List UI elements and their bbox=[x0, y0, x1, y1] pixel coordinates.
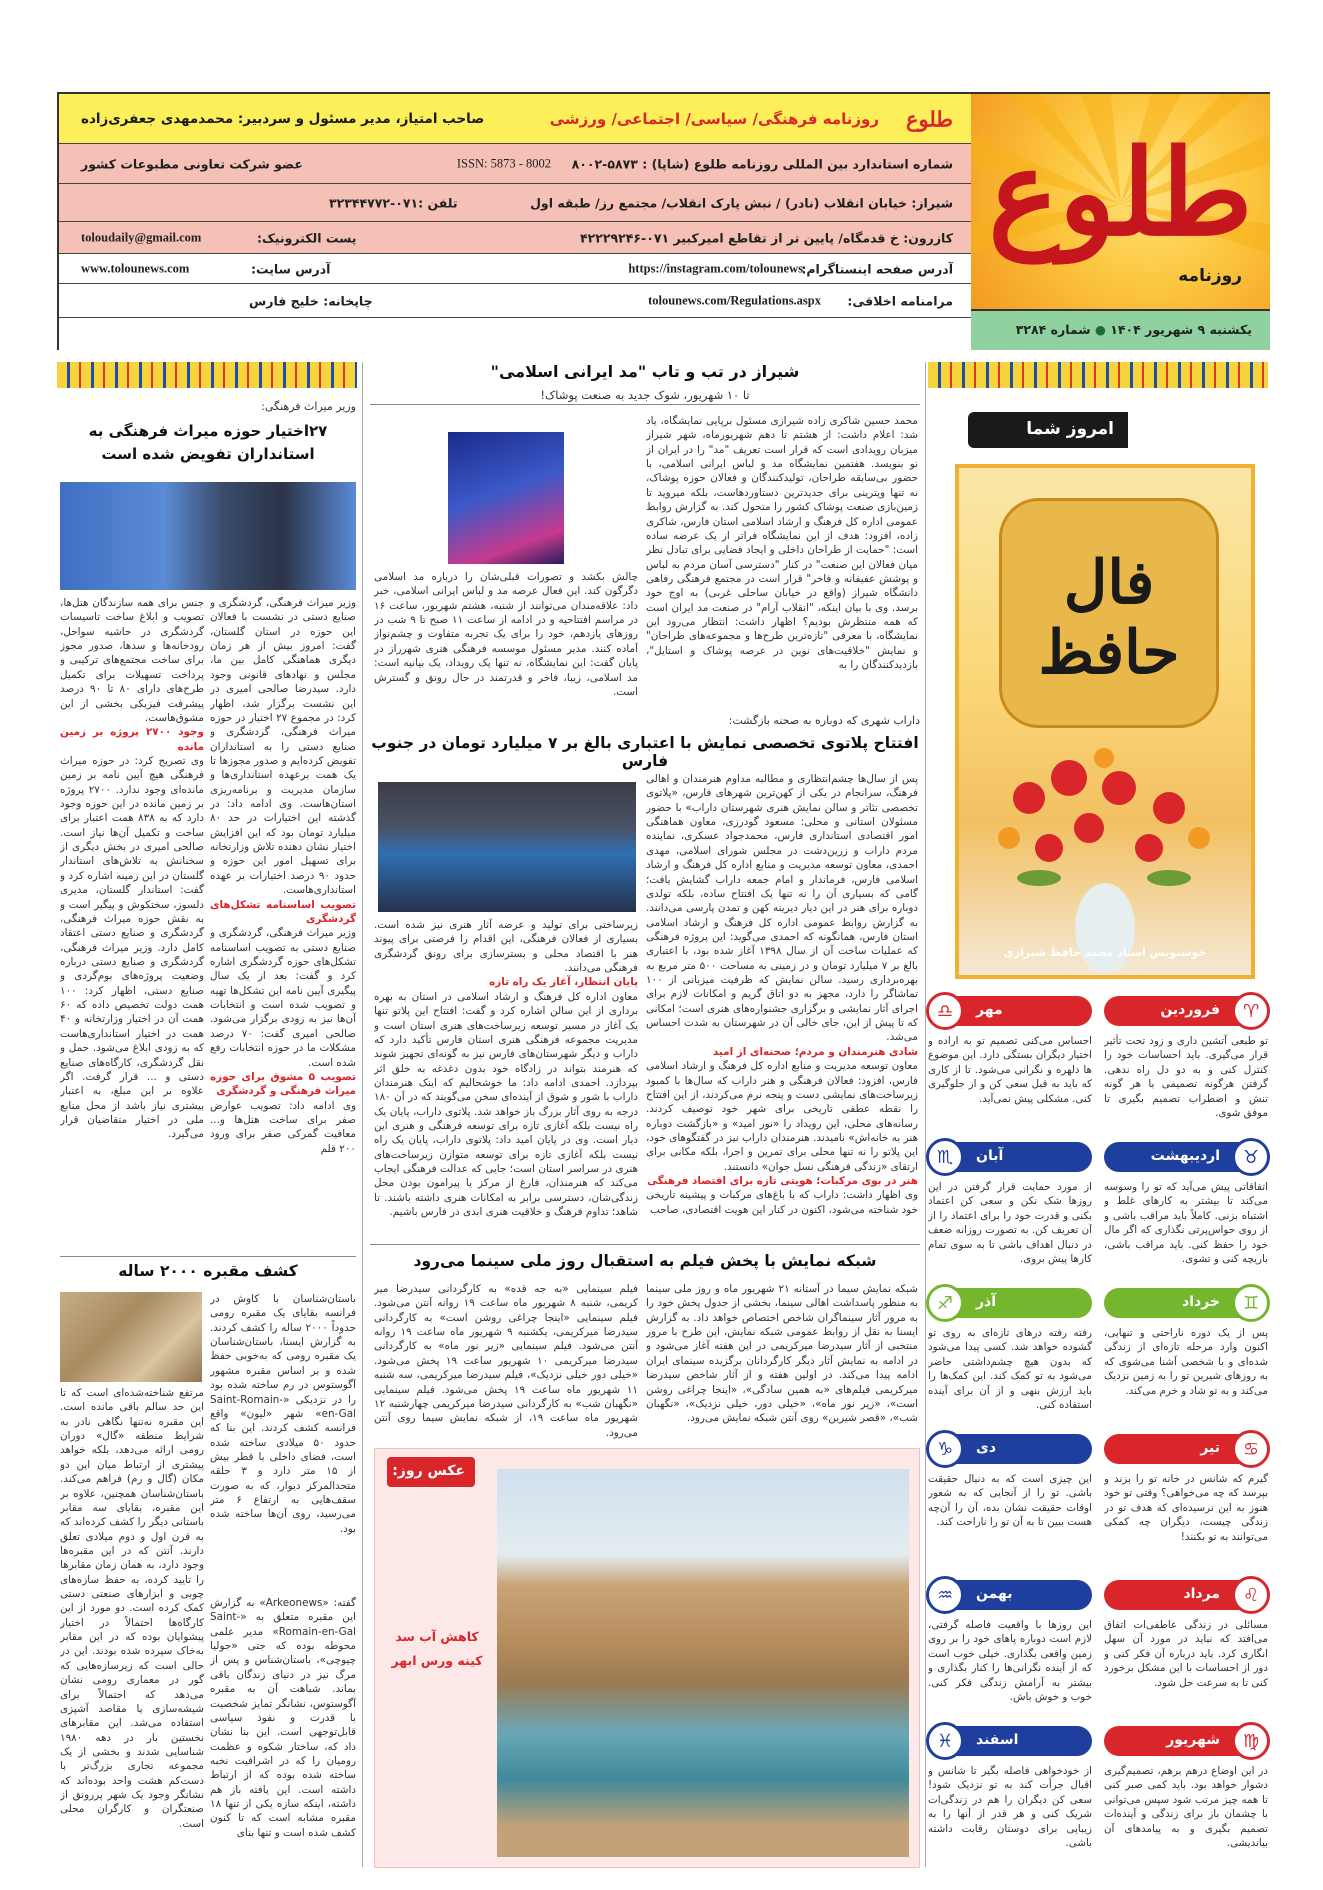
horoscope-item bbox=[928, 1430, 1092, 1570]
heritage-text-b: وزیر میراث فرهنگی، گردشگری و صنایع دستی به تصویب اساسنامه تشکل‌های حوزه گردشگری اشاره کرد و گفت: بعد از یک سال پیگیری آیین نامه این تشکل‌ها تهیه و تصویب شده است و انتخابات آن‌ها نیز به زودی برگزار می‌شود. صالحی امیری گفت: ۷۰ درصد مشکلات ما در حوزه انتخابات رفع شده است. bbox=[210, 927, 356, 1069]
fashion-poster-image bbox=[448, 432, 564, 564]
ornament-band-right bbox=[928, 362, 1268, 388]
flowers-vase-icon bbox=[959, 738, 1251, 978]
daraab-kicker: داراب شهری که دوباره به صحنه بازگشت: bbox=[728, 714, 920, 727]
fashion-body-b: چالش بکشد و تصورات قبلی‌شان را درباره مد اسلامی دگرگون کند. این فعال عرصه مد و لباس ایرانی اسلامی، خبر داد: علاقه‌مندان می‌توانند از شنبه، هشتم شهریور، ساعت ۱۶ در مراسم افتتاحیه و در ادامه از ساعت ۱۱ صبح تا ۹ شب در روزهای یازدهم، خود را برای یک تجربه متفاوت و چشم‌نواز آماده کنند. مدیر مسئول موسسه فرهنگی هنری شهرراز در پایان گفت: این نمایشگاه، نه تنها یک رویداد، یک بیانیه است: مد اسلامی، زیبا، فاخر و قدرتمند در حال رونق و گسترش است. bbox=[374, 571, 638, 698]
site-label: آدرس سایت: bbox=[251, 261, 331, 276]
water-bearer-icon: ♒ bbox=[926, 1576, 964, 1614]
horoscope-item bbox=[1104, 1576, 1268, 1716]
cinema-body-b: فیلم سینمایی «به جه قده» به کارگردانی سیدرضا میر کریمی، شنبه ۸ شهریور ماه ساعت ۱۹ روانه آنتن می‌شود. فیلم سینمایی «اینجا چراغی روشن است» به کارگردانی سیدرضا میرکریمی، یکشنبه ۹ شهریور ماه ساعت ۱۹ روانه آنتن می‌شود. فیلم سینمایی «زیر نور ماه» به کارگردانی سیدرضا میرکریمی ۱۰ شهریور ساعت ۱۹ پخش می‌شود. «خیلی دور خیلی نزدیک»، فیلم سیدرضا میرکریمی، سه شنبه ۱۱ شهریور ماه ساعت ۱۹ پخش می‌شود. فیلم سینمایی «نگهبان شب» به کارگردانی سیدرضا میرکریمی چهارشنبه ۱۲ شهریور ماه ساعت ۱۹، از شبکه نمایش سیما روی آنتن می‌رود. bbox=[374, 1283, 638, 1439]
tomb-body-b: مرتفع شناخته‌شده‌ای است که تا این حد سالم باقی مانده است. این مقبره نه‌تنها نگاهی نادر به شرایط منطقه «گال» دوران رومی ارائه می‌دهد، بلکه خواهد پیشتری از ارتباط میان این دو مکان (گال و رم) فراهم می‌کند. باستان‌شناسان همچنین، علاوه بر این مقبره، بقایای سه مقابر باستانی دیگر را کشف کرده‌اند که به قرن اول و دوم میلادی تعلق دارند. آنتن که در این مقبره‌ها وجود دارد، به همان زمان مقابرها را تایید کرده، به حفظ سازه‌های چوبی و ابزارهای صنعتی دستی کمک کرده است. دو مورد از این کارگاه‌ها احتمالاً در اختیار پیشوایان بوده که در این مقابر به‌خاک سپرده شده بودند. این در حالی است که زیرسازه‌هایی که گور در معماری رومی نشان می‌دهد که احتمالاً برای شیشه‌سازی یا مقاصد آشپزی استفاده می‌شد. این مقابرهای نخستین بار در دهه ۱۹۸۰ شناسایی شدند و بخشی از یک مجموعه تجاری بزرگ‌تر با دست‌کم هشت واحد بوده‌اند که نشانگر وجود یک شهر پررونق از صنعتگران و کارگران محلی است. bbox=[60, 1387, 204, 1830]
heritage-text-a: وزیر میراث فرهنگی، گردشگری و صنایع دستی در نشست با فعالان این حوزه در استان گلستان، گفت: امروز بیش از هر زمان دیگری هماهنگی کامل بین ما، مجلس و نهادهای قانونی وجود دارد. سیدرضا صالحی امیری در این نشست برگزار شد، اظهار کرد: در مجموع ۲۷ اختیار در حوزه میراث فرهنگی، گردشگری و صنایع دستی را به استانداران تفویض کرده‌ایم و صدور مجوزها تا یک همت برعهده استانداری‌ها و سازمان مدیریت و برنامه‌ریزی استان‌هاست. وی ادامه داد: در گذشته این اختیارات در حد ۸۰ میلیارد تومان بود که این افزایش اختیار نشان دهنده تلاش وزارتخانه برای تسهیل امور این حوزه و حدود ۹۰ درصد اختیارات بر عهده استانداری‌هاست. bbox=[210, 597, 356, 897]
goat-icon: ♑ bbox=[926, 1430, 964, 1468]
fish-icon: ♓ bbox=[926, 1722, 964, 1760]
masthead-footer-row bbox=[59, 318, 971, 350]
horoscope-sign-name: بهمن bbox=[976, 1586, 1013, 1602]
tomb-headline: کشف مقبره ۲۰۰۰ ساله bbox=[118, 1262, 298, 1280]
lion-icon: ♌ bbox=[1232, 1576, 1270, 1614]
horoscope-sign-name: اردیبهشت bbox=[1150, 1148, 1220, 1164]
ethics-label: مرامنامه اخلاقی: bbox=[847, 293, 953, 308]
horoscope-sign-name: شهریور bbox=[1166, 1732, 1220, 1748]
horoscope-item bbox=[1104, 1430, 1268, 1570]
instagram-link[interactable]: https://instagram.com/tolounews bbox=[628, 261, 803, 275]
heritage-body-right bbox=[210, 596, 356, 1252]
issn-row bbox=[59, 144, 971, 184]
minister-photo bbox=[60, 482, 356, 590]
photo-of-day-label: عکس روز: bbox=[392, 1463, 465, 1479]
horoscope-text: از خودخواهی فاصله بگیر تا شانس و اقبال جرأت کند به تو نزدیک شود! سعی کن دیگران را هم در زندگی‌ات شریک کنی و هر قدر از آنها را به زیبایی برای دوستان رقابت داشته باشی. bbox=[928, 1765, 1092, 1850]
heritage-text-d: جنس برای همه سازندگان هتل‌ها، تصویب و ابلاغ ساخت تاسیسات گردشگری در حاشیه سواحل، رودخانه‌ها و سدها، صدور مجوز برای ساخت مجتمع‌های ترکیبی و پرداخت تسهیلات برای تکمیل طرح‌های دارای ۸۰ تا ۹۰ درصد پیشرفت فیزیکی بخشی از این مشوق‌هاست. bbox=[60, 597, 204, 724]
fashion-subheadline: تا ۱۰ شهریور، شوک جدید به صنعت پوشاک! bbox=[540, 388, 750, 402]
horoscope-sign-header bbox=[928, 1726, 1092, 1756]
horoscope-item bbox=[1104, 1138, 1268, 1278]
daraab-text-c: وی اظهار داشت: داراب که با باغ‌های مرکبات و پیشینه تاریخی خود شناخته می‌شود، اکنون در کنار این هویت اقتصادی، صاحب bbox=[646, 1189, 918, 1216]
horoscope-sign-header bbox=[1104, 1580, 1268, 1610]
photo-caption bbox=[385, 1625, 489, 1673]
daraab-body-b bbox=[374, 918, 638, 1240]
horoscope-text: در این اوضاع درهم برهم، تصمیم‌گیری دشوار خواهد بود. باید کمی صبر کنی تا همه چیز مرتب شود سپس می‌توانی با چشمان باز برای زندگی و آینده‌ات تصمیم بگیری و به پیامدهای آن بیاندیشی. bbox=[1104, 1765, 1268, 1850]
horoscope-sign-name: خرداد bbox=[1182, 1294, 1220, 1310]
daraab-text-f: وی در پایان امید داد: پلاتوی داراب، پایان یک راه نیست بلکه آغازی تازه برای توسعه متوازن زیرساخت‌های هنری در سراسر استان است؛ جایی که عدالت فرهنگی ایجاب می‌کند که هنرمندان، فارغ از مرکز یا پیرامون بودن محل زندگی‌شان، دسترسی برابر به امکانات هنری داشته باشند. تا شاهد؛ تداوم فرهنگ و خلاقیت هنری ابدی در فارس باشیم. bbox=[374, 1134, 638, 1219]
masthead bbox=[57, 92, 1270, 350]
horoscope-item bbox=[928, 1284, 1092, 1424]
fashion-body-a: محمد حسین شاکری زاده شیرازی مسئول برپایی نمایشگاه، یاد شد: اعلام داشت: از هشتم تا دهم شهریورماه، شهر شیراز میزبان رویدادی است که قرار است تعریف "مد" را در ایران از نو بنویسد. هفتمین نمایشگاه مد و لباس ایرانی اسلامی، با حضور بی‌سابقه طراحان، تولیدکنندگان و فعالان حوزه پوشاک، نه تنها ویترینی برای جدیدترین دستاوردهاست، بلکه میروید تا زمین‌بازی صنعت پوشاک کشور را متحول کند. به گزارش روابط عمومی اداره کل فرهنگ و ارشاد اسلامی استان فارس، شاکری زاده، افزود: هدف از این نمایشگاه فراتر از یک عرضه ساده است: "حمایت از طراحان داخلی و ایجاد فضایی برای تبادل نظر میان فعالان این صنعت" در کنار "دسترسی آسان مردم به لباس و پوشش عفیفانه و فاخر" قرار است در مجتمع فرهنگی رفاهی دانشگاه شیراز (واقع در خیابان ساحلی غربی) به اوج خود برسد. وی با بیان اینکه، "انقلاب آرام" در صنعت مد ایران است که همه منتظرش بودیم؟ اظهار داشت: انتظار می‌رود این نمایشگاه، با معرفی "تازه‌ترین طرح‌ها و مجموعه‌های طراحان" و نمایش "خلاقیت‌های نوین در عرصه پوشاک و استایل"، بازدیدکنندگان را به bbox=[646, 415, 918, 672]
date: یکشنبه ۹ شهریور ۱۴۰۴ bbox=[1105, 322, 1252, 337]
daraab-subhead-2: هنر در بوی مرکبات؛ هویتی تازه برای اقتصاد فرهنگی bbox=[647, 1175, 918, 1188]
daraab-body-a bbox=[646, 772, 918, 1240]
photo-of-day-label-box bbox=[387, 1457, 475, 1487]
heritage-subhead-1: تصویب اساسنامه تشکل‌های گردشگری bbox=[210, 898, 356, 925]
horoscope-sign-header bbox=[928, 1142, 1092, 1172]
daraab-text-a: پس از سال‌ها چشم‌انتظاری و مطالبه مداوم هنرمندان و اهالی فرهنگ، سرانجام در یکی از کهن‌ترین شهرهای فارس، «پلاتوی تخصصی تئاتر و سالن نمایش هنری شهرستان داراب» با حضور مسئولان استانی و محلی: مسعود گودرزی، معاون هماهنگی امور اقتصادی استانداری فارس، محمدجواد عسکری، نماینده مردم داراب و زرین‌دشت در مجلس شورای اسلامی، مهدی احمدی، معاون توسعه مدیریت و منابع اداره کل فرهنگ و ارشاد اسلامی فارس، فرماندار و امام جمعه داراب گشایش یافت؛ گامی که بسیاری آن را نه تنها یک افتتاح ساده، بلکه تولدی دوباره برای هنر در این دیار دیرینه کهن و تمدن پارسی می‌دانند. به گزارش روابط عمومی اداره کل فرهنگ و ارشاد اسلامی استان فارس، همانگونه که احمدی می‌گوید: این پروژه فرهنگی که عملیات ساخت آن از سال ۱۳۹۸ آغاز شده بود، با اعتباری بالغ بر ۷ میلیارد تومان و در زمینی به مساحت ۵۰۰ متر مربع به بهره‌برداری رسید. سالن نمایش که ظرفیت میزبانی از ۱۰۰ تماشاگر را دارد، مجهز به دو اتاق گریم و امکانات لازم برای اجرای آثار نمایشی و برگزاری جشنواره‌های هنری است؛ امکانی که تا پیش از این، جای خالی آن در شهرستان به شدت احساس می‌شد. bbox=[646, 773, 918, 1044]
newspaper-logo: طلوع bbox=[988, 123, 1253, 262]
hafez-panel bbox=[955, 464, 1255, 979]
horoscope-item bbox=[1104, 1284, 1268, 1424]
title-brand: طلوع bbox=[905, 106, 953, 131]
today-you-label: امروز شما bbox=[968, 412, 1128, 448]
scorpion-icon: ♏ bbox=[926, 1138, 964, 1176]
horoscope-text: پس از یک دوره ناراحتی و تنهایی، اکنون وارد مرحله تازه‌ای از زندگی شده‌ای و با شخصی آشنا می‌شوی که به روزهای شیرین تو را به زمین نزدیک می‌کند و به تو شاد و خرم می‌کند. bbox=[1104, 1327, 1268, 1397]
photo-of-day-box bbox=[374, 1448, 920, 1868]
column-rule bbox=[362, 362, 363, 1867]
heritage-subhead-2: تصویب ۵ مشوق برای حوزه میراث فرهنگی و گردشگری bbox=[210, 1070, 356, 1098]
heritage-subhead-3: وجود ۲۷۰۰ پروژه بر زمین مانده bbox=[60, 726, 204, 753]
horoscope-sign-header bbox=[1104, 996, 1268, 1026]
logo-subtitle: روزنامه bbox=[1178, 266, 1242, 286]
shiraz-address-row bbox=[59, 184, 971, 222]
horoscope-text: اتفاقاتی پیش می‌آید که تو را وسوسه می‌کند تا بیشتر به کارهای غلط و اشتباه بزنی. کاملاً باید مراقب باشی و از روی حواس‌پرتی نگذاری که اگر مال خود را حفظ کنی. باید مراقب باشی، باریچه کنی و تشوی. bbox=[1104, 1181, 1268, 1266]
issue-number: شماره ۳۲۸۴ bbox=[1015, 322, 1095, 337]
horoscope-sign-name: دی bbox=[976, 1440, 997, 1456]
owner-line: صاحب امتیاز، مدیر مسئول و سردبیر: محمدمهدی جعفری‌زاده bbox=[81, 110, 485, 127]
horoscope-text: رفته رفته درهای تازه‌ای به روی تو گشوده خواهد شد. کسی پیدا می‌شود که بدون هیچ چشم‌داشتی حاضر می‌شود به تو کمک کند. این کمک‌ها را باید ارزش بنهی و از آن برای آینده استفاده کنی. bbox=[928, 1327, 1092, 1412]
horoscope-item bbox=[928, 1722, 1092, 1862]
kazerun-address-row bbox=[59, 222, 971, 254]
horoscope-sign-header bbox=[928, 996, 1092, 1026]
logo-panel bbox=[971, 94, 1270, 309]
title-tagline: روزنامه فرهنگی/ سیاسی/ اجتماعی/ ورزشی bbox=[549, 109, 879, 128]
coop-member: عضو شرکت تعاونی مطبوعات کشور bbox=[81, 156, 303, 171]
horoscope-sign-header bbox=[928, 1288, 1092, 1318]
twins-icon: ♊ bbox=[1232, 1284, 1270, 1322]
horoscope-item bbox=[928, 992, 1092, 1132]
email-label: پست الکترونیک: bbox=[257, 230, 357, 245]
title-row bbox=[59, 94, 971, 144]
issn-latin: ISSN: 5873 - 8002 bbox=[456, 156, 551, 170]
divider bbox=[60, 1256, 356, 1257]
heritage-body-left bbox=[60, 596, 204, 1252]
horoscope-sign-header bbox=[928, 1434, 1092, 1464]
heritage-text-c: وی ادامه داد: تصویب عوارض صفر برای ساخت هتل‌ها و... معافیت گمرکی صفر برای ورود ۲۰۰ قلم bbox=[210, 1099, 356, 1155]
daraab-text-e: معاون اداره کل فرهنگ و ارشاد اسلامی در استان به بهره برداری از این سالن اشاره کرد و گفت: افتتاح این پلاتو تنها یک آغاز در مسیر توسعه زیرساخت‌های هنری استان است و مدیریت مجموعه فرهنگی هنری استان فارس تأکید دارد که داراب و دیگر شهرستان‌های فارس نیز به گونه‌ای تجهیز شوند که هنرمند بتواند در زادگاه خود بدون دغدغه به خلق اثر بپردازد. احمدی ادامه داد: ما خوشحالیم که اینک هنرمندان داراب با شور و شوق از آینده‌ای سخن می‌گویند که در آن ۱۸۰ درجه به روی آثار بزرگ باز خواهد شد. پلاتوی داراب، پایان یک راه نیست بلکه آغازی تازه برای توسعه فرهنگی و هنری این دیار است. bbox=[374, 990, 638, 1147]
column-rule bbox=[925, 362, 926, 1867]
horoscope-sign-name: آبان bbox=[976, 1148, 1004, 1164]
daraab-text-d: زیرساختی برای تولید و عرضه آثار هنری نیز شده است. بسیاری از فعالان فرهنگی، این اقدام را فرصتی برای پیوند هنر با اقتصاد محلی و بسترسازی برای رونق گردشگری فرهنگی می‌دانند. bbox=[374, 919, 638, 975]
photo-caption-line-1: کاهش آب سد bbox=[395, 1629, 479, 1644]
hafez-credit: خوشنویس استاد محمد حافظ شیرازی bbox=[1003, 946, 1207, 959]
horoscope-sign-header bbox=[1104, 1726, 1268, 1756]
heritage-kicker: وزیر میراث فرهنگی: bbox=[261, 400, 356, 413]
ram-icon: ♈ bbox=[1232, 992, 1270, 1030]
dam-landscape-photo bbox=[497, 1469, 909, 1857]
printer: چاپخانه: خلیج فارس bbox=[249, 293, 373, 308]
ethics-link[interactable]: tolounews.com/Regulations.aspx bbox=[648, 293, 821, 307]
horoscope-sign-name: مهر bbox=[976, 1002, 1003, 1018]
daraab-subhead-3: پایان انتظار، آغاز یک راه تازه bbox=[489, 976, 638, 989]
scales-icon: ♎ bbox=[926, 992, 964, 1030]
shiraz-address: شیراز: خیابان انقلاب (نادر) / نبش پارک انقلاب/ مجتمع رز/ طبقه اول bbox=[530, 195, 953, 210]
virgin-icon: ♍ bbox=[1232, 1722, 1270, 1760]
horoscope-text: این روزها با واقعیت فاصله گرفتی، لازم است دوباره پاهای خود را بر روی زمین واقعی بگذاری. خیلی خوب است که از آینده نگرانی‌ها را کنار بگذاری و بیشتر به آرامش زندگی فکر کنی. خوب و خوش باش. bbox=[928, 1619, 1092, 1704]
hafez-title: فال حافظ bbox=[1038, 548, 1180, 688]
site-link[interactable]: www.tolounews.com bbox=[81, 261, 190, 275]
horoscope-item bbox=[928, 1576, 1092, 1716]
date-strip bbox=[971, 309, 1270, 350]
tomb-body-c: گفته: «Arkeonews» به گزارش این مقبره متعلق به «Saint-Romain-en-Gal» مدیر علمی محوطه بوده که جتی «جولیا چیوچی»، باستان‌شناس و پس از مرگ نیز در دنیای زندگان باقی بماند. شباهت آن به مقبره آگوستوس، نشانگر تمایز شخصیت با قدرت و نفوذ سیاسی قابل‌توجهی است. این بنا نشان داد که، ساختار شکوه و عظمت رومیان را که در اشرافیت نخبه ساخته شده بوده که از ارتباط داشته است. این یافته باز هم داشته، اینکه سازه یکی از تنها ۱۸ مقبره مشابه است که تا کنون کشف شده است و تنها بنای bbox=[210, 1597, 356, 1839]
fashion-headline: شیراز در تب و تاب "مد ایرانی اسلامی" bbox=[490, 362, 800, 381]
horoscope-sign-name: مرداد bbox=[1183, 1586, 1220, 1602]
crab-icon: ♋ bbox=[1232, 1430, 1270, 1468]
instagram-label: آدرس صفحه اینستاگرام: bbox=[801, 261, 953, 276]
ethics-row bbox=[59, 284, 971, 318]
horoscope-sign-name: تیر bbox=[1200, 1440, 1220, 1456]
bull-icon: ♉ bbox=[1232, 1138, 1270, 1176]
horoscope-sign-name: اسفند bbox=[976, 1732, 1019, 1748]
cinema-body-a: شبکه نمایش سیما در آستانه ۲۱ شهریور ماه و روز ملی سینما به منظور پاسداشت اهالی سینما، بخشی از جدول پخش خود را به مرور آثار سینماگران شاخص اختصاص خواهد داد. به گزارش ایسنا به نقل از روابط عمومی شبکه نمایش، این طرح با مرور منتخبی از آثار سیدرضا میرکریمی در این هفته آغاز می‌شود و در ادامه به نمایش آثار دیگر کارگردانان برگزیده سینمای ایران ادامه پیدا می‌کند. در اولین هفته و از آثار شاخص سیدرضا میرکریمی فیلم‌های «به همین سادگی»، «اینجا چراغی روشن است»، «زیر نور ماه»، «خیلی دور، خیلی نزدیک»، «نگهبان شب»، «قصر شیرین» روی آنتن شبکه نمایش می‌رود. bbox=[646, 1283, 918, 1425]
horoscope-sign-header bbox=[1104, 1434, 1268, 1464]
tomb-body-a: باستان‌شناسان با کاوش در فرانسه بقایای یک مقبره رومی حدوداً ۲۰۰۰ ساله را کشف کردند. به گزارش ایسنا، باستان‌شناسان یک مقبره رومی که به‌خوبی حفظ شده و بر اساس مقبره مشهور آگوستوس در رم ساخته شده بود را در نزدیکی «Saint-Romain-en-Gal» شهر «لیون» واقع فرانسه کشف کردند. این بنا که حدود ۵۰ میلادی ساخته شده است، فضای داخلی با قطر بیش از ۱۵ متر دارد و ۳ حلقه متحدالمرکز دیوار، که به صورت سقف‌هایی به ارتفاع ۶ متر می‌رسید، روی آن‌ها ساخته شده بود. bbox=[210, 1293, 356, 1535]
horoscope-text: از مورد حمایت قرار گرفتن در این روزها شک نکن و سعی کن اعتماد بکنی و قدرت خود را برای اعتماد را از آن تعریف کن. به تصورت روزانه ضعف در دنبال اهداف باشی تا به سوی تمام کارها پیش بروی. bbox=[928, 1181, 1092, 1266]
kazerun-address: کازرون: خ قدمگاه/ پایین تر از تقاطع امیرکبیر ۰۷۱-۴۲۲۲۹۲۴۶ bbox=[579, 230, 953, 245]
horoscope-sign-name: فروردین bbox=[1160, 1002, 1220, 1018]
heritage-text-e: وی تصریح کرد: در حوزه میراث فرهنگی هیچ آیین نامه بر زمین مانده‌ای وجود ندارد. ۲۷۰۰ پروژه بر زمین مانده در این حوزه وجود دارد که به ۸۳۸ همت اعتبار برای ساخت و تکمیل آن‌ها نیاز است. صالحی امیری در بخش دیگری از سخنانش به تلاش‌های استاندار گلستان در این زمینه اشاره کرد و گفت: استاندار گلستان، مدیری دلسوز، سختکوش و پیگیر است و به نقش حوزه میراث فرهنگی، گردشگری و صنایع دستی اعتقاد کامل دارد. وزیر میراث فرهنگی، گردشگری و صنایع دستی درباره وضعیت پروژه‌های بوم‌گردی و صنایع دستی، اظهار کرد: ۱۰۰ همت دولت تخصیص داده که ۶۰ همت آن در اختیار وزارتخانه و ۴۰ همت در اختیار استانداری‌هاست که به زودی ابلاغ می‌شود. حمل و نقل گردشگری، کارگاه‌های صنایع دستی و ... قرار گرفت. اگر علاوه بر این مبلغ، به اعتبار بیشتری نیاز باشد از محل منابع ملی در اختیار متقاضیان قرار می‌گیرد. bbox=[60, 754, 204, 1141]
divider bbox=[370, 404, 920, 405]
horoscope-text: تو طبعی آتشین داری و زود تحت تأثیر قرار می‌گیری. باید احساسات خود را کنترل کنی و به دو دل راه ندهی. گرفتن هرگونه تصمیمی با هر گونه تنش و اضطراب تصمیم بگیری تا موفق شوی. bbox=[1104, 1035, 1268, 1120]
horoscope-item bbox=[1104, 1722, 1268, 1862]
daraab-subhead-1: شادی هنرمندان و مردم؛ صحنه‌ای از امید bbox=[712, 1045, 918, 1058]
daraab-headline: افتتاح پلاتوی تخصصی نمایش با اعتباری بالغ بر ۷ میلیارد تومان در جنوب فارس bbox=[371, 734, 919, 770]
ornament-band-left bbox=[57, 362, 357, 388]
horoscope-sign-name: آذر bbox=[976, 1294, 997, 1310]
horoscope-sign-header bbox=[1104, 1142, 1268, 1172]
issue-date: یکشنبه ۹ شهریور ۱۴۰۴ ● شماره ۳۲۸۴ bbox=[1015, 322, 1252, 337]
horoscope-sign-header bbox=[1104, 1288, 1268, 1318]
cinema-headline: شبکه نمایش با پخش فیلم به استقبال روز ملی سینما می‌رود bbox=[413, 1252, 877, 1270]
shiraz-phone: تلفن :۰۷۱-۳۲۳۴۴۷۷۲ bbox=[329, 195, 458, 210]
divider bbox=[370, 1244, 920, 1245]
horoscope-text: احساس می‌کنی تصمیم تو به اراده و اختیار دیگران بستگی دارد. این موضوع ها دلهره و نگرانی می‌شود. تا از کاری که باید به قبل سعی کن و از جلوگیری کنی. مشکلی پیش نمی‌آید. bbox=[928, 1035, 1092, 1105]
issn-fa: شماره استاندارد بین المللی روزنامه طلوع (شاپا) : ۵۸۷۳-۸۰۰۲ bbox=[571, 156, 953, 171]
horoscope-text: این چیزی است که به دنبال حقیقت باشی. تو را از آنجایی که به شعور اوقات حقیقت نشان بده، آن را آن‌چه هست ببین تا به آن تو را ناراحت کند. bbox=[928, 1473, 1092, 1529]
email-link[interactable]: toloudaily@gmail.com bbox=[81, 230, 202, 244]
theater-hall-photo bbox=[378, 782, 636, 912]
daraab-text-b: معاون توسعه مدیریت و منابع اداره کل فرهنگ و ارشاد اسلامی فارس، افزود: فعالان فرهنگی و هنر داراب که سال‌ها با کمبود زیرساخت‌های نمایشی دست و پنجه نرم می‌کردند، از این افتتاح را نقطه عطفی تاریخی برای شهر خود توصیف کردند. رسانه‌های محلی، این رویداد را «نور امید» و «بازگشت دوباره هنر به خانه‌اش» نامیدند. هنرمندان داراب نیز در گفتگوهای خود، این پلاتو را نه تنها محلی برای تمرین و اجرا، بلکه مکانی برای ارتقای «زندگی فرهنگی نسل جوان» دانستند. bbox=[646, 1060, 918, 1173]
horoscope-text: گیرم که شانس در خانه تو را بزند و بپرسد که چه می‌خواهی؟ وقتی تو خود هنوز به این نرسیده‌ای که هدف تو در زندگی چیست، دیگران چه کمکی می‌توانند به تو بکنند! bbox=[1104, 1473, 1268, 1543]
photo-caption-line-2: کینه ورس ابهر bbox=[391, 1652, 483, 1668]
excavation-photo bbox=[60, 1292, 202, 1382]
horoscope-text: مسائلی در زندگی عاطفی‌ات اتفاق می‌افتد که نباید در مورد آن سهل انگاری کرد. باید درباره آن فکر کنی و دور از احساسات با این مشکل برخورد کنی تا به سرعت حل شود. bbox=[1104, 1619, 1268, 1689]
heritage-headline: ۲۷اختیار حوزه میراث فرهنگی به استانداران تفویض شده است bbox=[88, 422, 328, 464]
horoscope-item bbox=[928, 1138, 1092, 1278]
archer-icon: ♐ bbox=[926, 1284, 964, 1322]
horoscope-item bbox=[1104, 992, 1268, 1132]
horoscope-grid bbox=[928, 992, 1268, 1872]
instagram-row bbox=[59, 254, 971, 284]
horoscope-sign-header bbox=[928, 1580, 1092, 1610]
